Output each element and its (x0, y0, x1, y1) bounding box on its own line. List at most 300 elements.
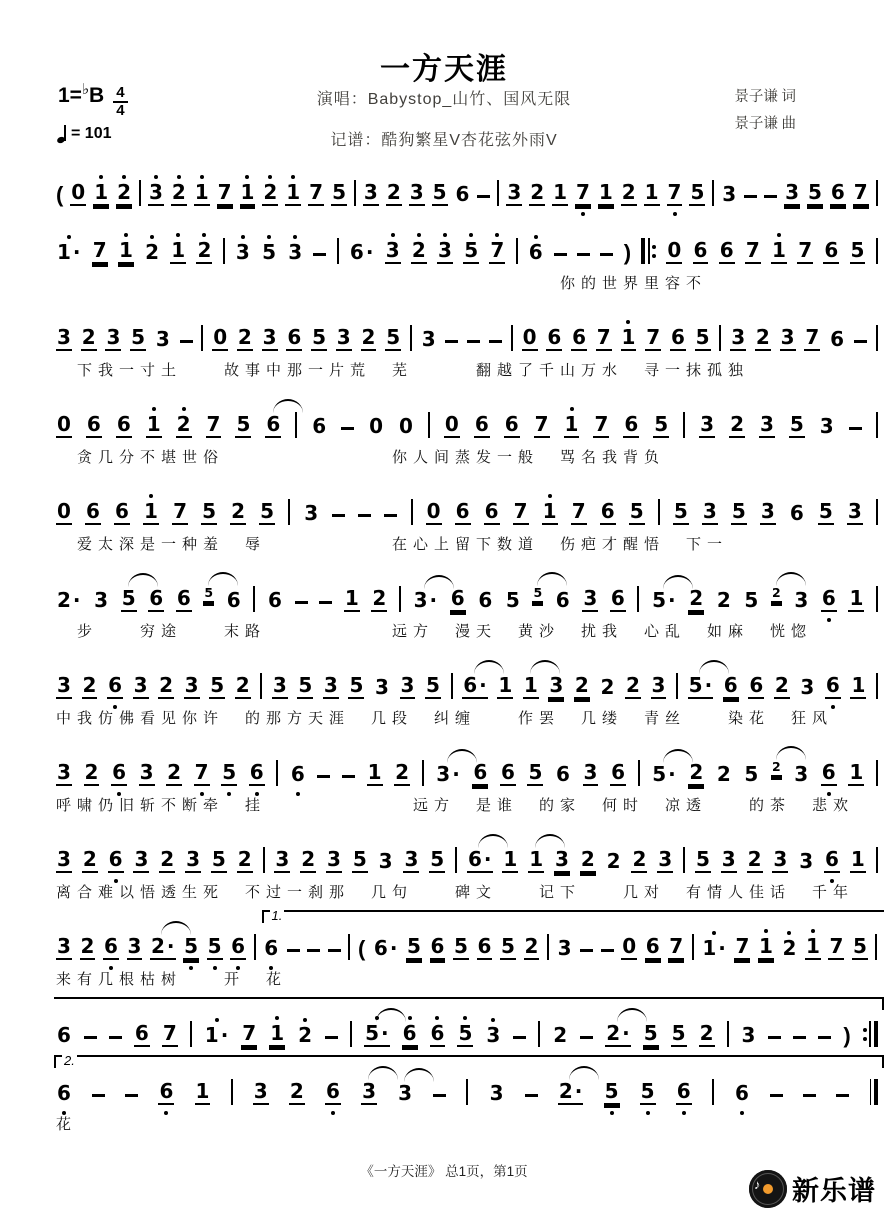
note: 5 (671, 1021, 686, 1045)
note: 0 (213, 325, 228, 349)
note: 6 (450, 586, 465, 610)
note: 6 (107, 675, 123, 699)
barline (254, 934, 256, 960)
note: 2 (297, 1025, 313, 1047)
volta-label: 1. (271, 908, 283, 923)
note: 6 (474, 412, 489, 436)
slur-arc (376, 1008, 406, 1022)
lyrics-line: 来有几根枯树 开 花 (56, 971, 288, 988)
note: 3 (583, 760, 598, 784)
note: 6 (455, 499, 470, 523)
note: 7 (669, 934, 684, 958)
note: 6 (824, 849, 840, 873)
note: 2 (289, 1079, 304, 1103)
note: 1 (240, 182, 256, 206)
barline (876, 847, 878, 873)
note: 7 (575, 182, 591, 206)
key-letter: B (89, 84, 105, 107)
note: 6 (57, 1023, 71, 1047)
note: 3 (323, 673, 338, 697)
note: 2 (755, 325, 770, 349)
dash (577, 253, 590, 256)
repeat-dots (863, 1028, 867, 1041)
dash (125, 1094, 138, 1097)
note: 1 (194, 182, 210, 206)
note: 0 (622, 934, 637, 958)
note: 6 (821, 762, 837, 786)
slur-arc (569, 1066, 599, 1080)
note: 5 (852, 934, 867, 958)
note: 6 (693, 238, 708, 262)
note: 5 · (364, 1023, 390, 1047)
note: 6 (226, 588, 241, 612)
note: 0 (369, 414, 384, 438)
note: 6 (830, 327, 844, 351)
note: 6 (504, 412, 519, 436)
note: 0 (444, 412, 459, 436)
dash (768, 1036, 781, 1039)
dash (818, 1036, 831, 1039)
note: 2 (361, 325, 376, 349)
note: 7 (853, 180, 868, 204)
dash (580, 949, 593, 952)
note: 1 (503, 847, 518, 871)
note: 2 (632, 847, 647, 871)
note: 1 (523, 675, 539, 699)
header (0, 0, 888, 158)
dash (803, 1094, 816, 1097)
note: 6 (149, 586, 164, 610)
note: 6 (158, 1081, 174, 1105)
barline (719, 325, 721, 351)
dash (525, 1094, 538, 1097)
note: 5 (501, 934, 515, 958)
barline (727, 1021, 729, 1047)
note: 6 (478, 588, 493, 612)
note: 0 (57, 499, 71, 523)
barline (538, 1021, 540, 1047)
note: 5 (260, 499, 275, 523)
note: 6 (111, 762, 127, 786)
vinyl-record-icon (749, 1170, 787, 1208)
credits (734, 84, 796, 138)
note: 3 (385, 240, 401, 264)
score (0, 158, 888, 1134)
note: 3 (800, 675, 815, 699)
note: 5 (407, 934, 421, 958)
note: 6 (723, 673, 738, 697)
note: 3 (148, 182, 164, 206)
score-line-2 (56, 228, 878, 293)
note: 2 · (150, 936, 176, 960)
note: 1 (367, 760, 382, 784)
note: 6 (600, 499, 615, 523)
note: 7 (242, 1021, 257, 1045)
note: 2 (574, 673, 589, 697)
repeat-dots (652, 245, 656, 258)
note: 3 (272, 673, 287, 697)
note: 6 · (467, 849, 493, 873)
note: 2 · (57, 588, 81, 612)
note: 2 (116, 182, 132, 206)
note: 5 (430, 847, 445, 871)
note: 5 (332, 180, 346, 204)
note: 6 (676, 1081, 692, 1105)
note: 2 (81, 325, 96, 349)
note: 6 (103, 936, 119, 960)
note: 2 · (558, 1081, 584, 1105)
flat-icon: ♭ (81, 81, 90, 98)
note: 2 (82, 673, 97, 697)
note: 2 (689, 586, 704, 610)
note: 2 (386, 180, 401, 204)
note: 6 (267, 588, 282, 612)
note: 3 (363, 180, 378, 204)
slur-arc (478, 834, 508, 848)
note: 2 (530, 180, 545, 204)
note: 6 (473, 760, 488, 784)
note: 3 (378, 849, 393, 873)
note: 6 (56, 1083, 72, 1105)
note: 5 (532, 587, 543, 604)
barline (497, 180, 499, 206)
slur-arc (663, 749, 693, 763)
note: 5 (629, 499, 644, 523)
note: 0 (426, 499, 441, 523)
note: 3 (287, 242, 303, 264)
note: 3 (400, 673, 415, 697)
note: 5 (690, 180, 705, 204)
barline (547, 934, 549, 960)
score-line-8 (56, 750, 878, 815)
note: 6 (230, 936, 246, 960)
note: 3 (374, 675, 389, 699)
dash (332, 514, 345, 517)
barline (263, 847, 265, 873)
note: 2 (716, 588, 731, 612)
note: 2 (231, 499, 246, 523)
note: 6 · (349, 240, 374, 264)
notes-row (56, 837, 878, 873)
note: 2 (301, 847, 316, 871)
note: 1 (851, 673, 866, 697)
note: 6 (287, 325, 302, 349)
note: 3 (57, 934, 71, 958)
note: 5 (744, 762, 759, 786)
note: 2 (774, 673, 789, 697)
note: 5 (210, 673, 225, 697)
note: 1 (850, 847, 865, 871)
slur-arc (368, 1066, 398, 1080)
note: 6 (749, 673, 764, 697)
song-title: 一方天涯 (380, 53, 508, 86)
note: 3 (57, 325, 71, 349)
note: 5 (207, 936, 223, 960)
note: 1 (93, 182, 109, 206)
note: 5 (505, 588, 520, 612)
note: 5 (202, 499, 216, 523)
volta-bracket (54, 1055, 884, 1068)
dash (384, 514, 397, 517)
note: 2 (411, 240, 427, 264)
note: 7 (489, 240, 505, 264)
note: 5 (744, 588, 759, 612)
note: 2 (237, 847, 252, 871)
note: 3 (799, 849, 814, 873)
note: 0 (522, 325, 537, 349)
notes-row (56, 750, 878, 786)
note: 6 (108, 849, 124, 873)
note: 5 (808, 180, 822, 204)
note: 0 (57, 412, 71, 436)
dash (477, 195, 490, 198)
note: 1 (598, 180, 613, 204)
note: 7 (194, 762, 210, 786)
note: 5 (121, 588, 137, 612)
lyricist-credit: 景子谦 词 (734, 89, 796, 105)
dash (328, 949, 341, 952)
note: 6 (734, 1083, 750, 1105)
note: 2 · (605, 1023, 631, 1047)
note: 3 (741, 1023, 756, 1047)
note: 3 (702, 499, 717, 523)
barline (231, 1079, 233, 1105)
notes-row (56, 228, 878, 264)
notes-row (56, 489, 878, 525)
dash (307, 949, 320, 952)
dash (92, 1094, 105, 1097)
barline (223, 238, 225, 264)
dash (445, 340, 458, 343)
barline (863, 1021, 878, 1047)
note: 6 (176, 586, 191, 610)
dash (341, 427, 354, 430)
barline (692, 934, 694, 960)
slur-arc (530, 660, 560, 674)
barline (466, 1079, 468, 1105)
parenthesis: ) (623, 240, 632, 265)
note: 3 (139, 760, 154, 784)
note: 6 (645, 934, 660, 958)
barline (638, 760, 640, 786)
note: 1 (118, 240, 134, 264)
dash (793, 1036, 806, 1039)
note: 5 (731, 499, 746, 523)
time-signature: $\frac{4}{4}$ (113, 85, 127, 119)
note: 7 (309, 180, 324, 204)
note: 1 · (204, 1025, 230, 1047)
note: 5 (643, 1021, 658, 1045)
note: 6 (611, 760, 625, 784)
note: 5 (203, 587, 214, 604)
dash (836, 1094, 849, 1097)
parenthesis: ( (358, 936, 366, 961)
dash (317, 775, 330, 778)
note: 3 (557, 936, 572, 960)
slur-arc (273, 399, 303, 413)
note: 5 (131, 325, 146, 349)
note: 6 · (462, 675, 488, 699)
score-line-11 (56, 1011, 878, 1047)
note: 3 (127, 934, 142, 958)
dash (342, 775, 355, 778)
note: 5 (463, 240, 479, 264)
note: 5 (604, 1081, 620, 1105)
note: 5 (312, 325, 326, 349)
dash (313, 253, 326, 256)
dash (358, 514, 371, 517)
note: 6 (556, 762, 570, 786)
score-line-3 (56, 315, 878, 380)
lyrics-line: 中我仿佛看见你许 的那方天涯 几段 纠缠 作罢 几缕 青丝 染花 狂风 (56, 710, 834, 727)
lyrics-line: 离合难以悟透生死 不过一刹那 几句 碑文 记下 几对 有情人佳话 千年 (56, 884, 855, 901)
barline (410, 325, 412, 351)
dash (601, 949, 614, 952)
note: 1 (344, 586, 359, 610)
note: 7 (829, 934, 844, 958)
note: 6 (825, 675, 841, 699)
note: 3 (361, 1081, 377, 1105)
note: 6 (430, 1023, 446, 1047)
note: 3 · (413, 590, 439, 612)
lyrics-line: 下我一寸土 故事中那一片荒 芜 翻越了千山万水 寻一抹孤独 (56, 362, 750, 379)
note: 2 (176, 414, 192, 438)
note: 5 (183, 936, 199, 960)
note: 5 (528, 760, 543, 784)
barline (348, 934, 350, 960)
note: 7 (571, 499, 586, 523)
note: 5 (654, 412, 669, 436)
barline (658, 499, 660, 525)
note: 7 (596, 325, 611, 349)
note: 6 (610, 586, 625, 610)
note: 2 (167, 760, 182, 784)
barline (411, 499, 413, 525)
note: 5 · (688, 675, 714, 699)
barline (428, 412, 430, 438)
lyrics-line: 你的世界里容不 (56, 275, 708, 292)
slur-arc (128, 573, 158, 587)
slur-arc (535, 834, 565, 848)
note: 2 (621, 180, 636, 204)
slur-arc (617, 1008, 647, 1022)
lyrics-line: 步 穷途 末路 远方 漫天 黄沙 扰我 心乱 如麻 恍惚 (56, 623, 813, 640)
note: 6 (477, 934, 492, 958)
note: 6 (290, 764, 306, 786)
note: 2 (771, 587, 782, 604)
barline (455, 847, 457, 873)
note: 0 (667, 238, 682, 262)
slur-arc (208, 572, 238, 586)
note: 3 (485, 1025, 501, 1047)
barline (876, 325, 878, 351)
note: 2 (699, 1021, 714, 1045)
note: 1 (771, 240, 787, 264)
note: 3 (760, 499, 775, 523)
note: 2 (159, 673, 174, 697)
slur-arc (404, 1068, 434, 1082)
volta-bracket (54, 997, 884, 1010)
note: 5 (640, 1081, 656, 1105)
note: 5 (457, 1023, 473, 1047)
note: 3 (57, 760, 71, 784)
note: 3 (336, 325, 351, 349)
note: 2 (716, 762, 731, 786)
note: 6 (430, 934, 445, 958)
note: 5 (789, 412, 804, 436)
note: 6 (484, 499, 499, 523)
barline (337, 238, 339, 264)
note: 3 (780, 325, 795, 349)
note: 3 (275, 847, 290, 871)
note: 3 (304, 501, 319, 525)
slur-arc (776, 746, 806, 760)
note: 6 (134, 1021, 149, 1045)
note: 1 (553, 180, 568, 204)
note: 3 (94, 588, 109, 612)
note: 7 (92, 238, 107, 262)
note: 1 (644, 180, 659, 204)
dash (554, 253, 567, 256)
note: 6 (455, 182, 470, 206)
note: 7 (162, 1021, 177, 1045)
barline (295, 412, 297, 438)
dash (325, 1036, 338, 1039)
note: 3 (549, 673, 564, 697)
notes-row (56, 402, 878, 438)
note: 2 (524, 934, 539, 958)
note: 5 (236, 412, 251, 436)
barline (139, 180, 141, 206)
note: 5 (349, 673, 364, 697)
note: 1 (805, 936, 821, 960)
note: 7 (745, 238, 760, 262)
slur-arc (663, 575, 693, 589)
note: 5 (432, 180, 447, 204)
slur-arc (537, 572, 567, 586)
composer-credit: 景子谦 曲 (734, 115, 796, 132)
note: 3 (397, 1083, 413, 1105)
note: 1 · (701, 938, 727, 960)
publisher-logo (749, 1169, 876, 1208)
dash (287, 949, 300, 952)
note: 6 (86, 412, 101, 436)
notes-row (56, 170, 878, 206)
barline (399, 586, 401, 612)
note: 6 (402, 1023, 418, 1047)
note: 6 (86, 499, 100, 523)
barline (683, 847, 685, 873)
dash (433, 1094, 446, 1097)
note: 7 (798, 238, 813, 262)
note: 2 (730, 412, 744, 436)
note: 6 (265, 414, 281, 438)
barline (253, 586, 255, 612)
note: 7 (667, 182, 683, 206)
note: 3 (184, 673, 199, 697)
note: 3 (404, 847, 419, 871)
note: 2 (395, 760, 410, 784)
note: 1 (285, 182, 301, 206)
note: 2 (171, 182, 187, 206)
note: 3 (819, 414, 834, 438)
note: 2 (144, 242, 160, 264)
note: 6 (116, 412, 131, 436)
volta-label: 2. (64, 1053, 75, 1068)
barline (712, 180, 714, 206)
note: 5 (298, 673, 313, 697)
dash (849, 427, 862, 430)
